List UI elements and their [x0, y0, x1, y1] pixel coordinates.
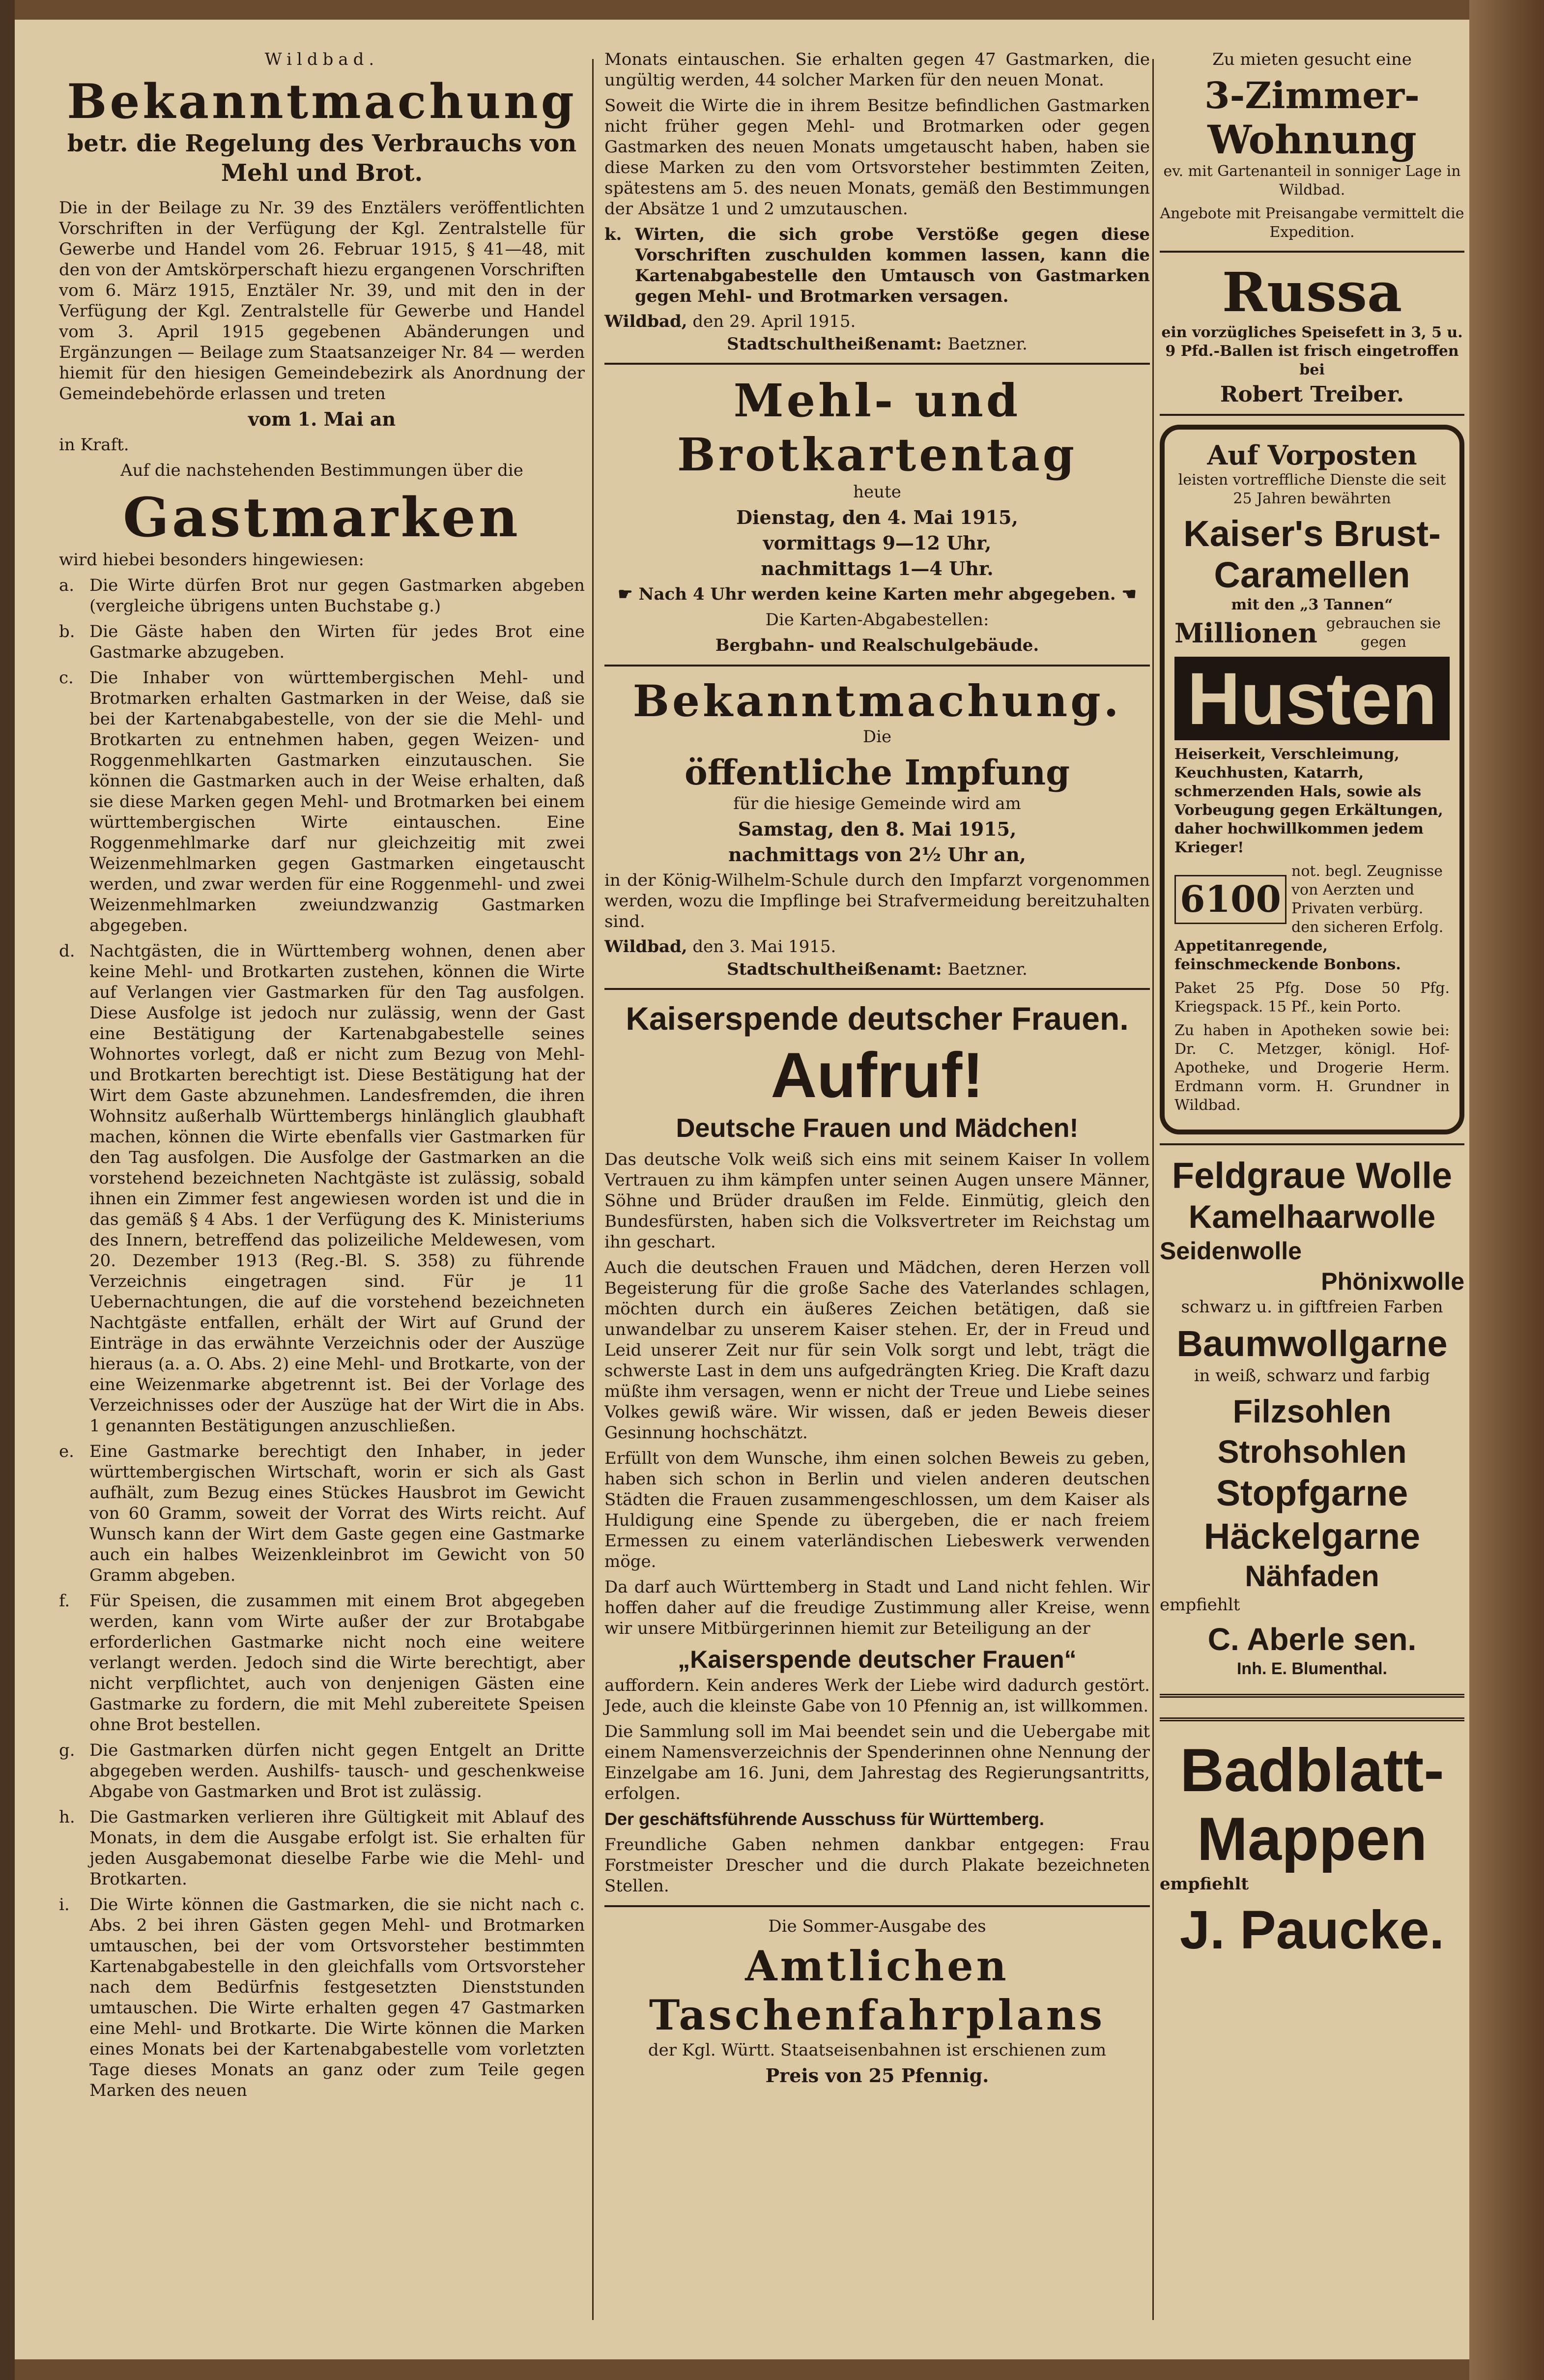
rule-item: [59, 621, 585, 663]
aufruf-paragraph: Auch die deutschen Frauen und Mädchen, deren Herzen voll Begeisterung für die große Sache des Vaterlandes schlagen, möchten durch ein äußeres Zeichen betätigen, daß sie unwandelbar zu unserem Kaiser stehen. Er, der in Freud und Leid unserer Zeit nur für sein Volk sorgt und lebt, trägt die schwerste Last in dem uns aufgedrängten Krieg. Die Kraft dazu müßte ihm versagen, wenn er nicht der Treue und Liebe seines Volkes gewiß wäre. Wir wissen, daß er jeden Beweis dieser Gesinnung hochschätzt.: [604, 1258, 1150, 1443]
caramellen: Caramellen: [1214, 554, 1410, 595]
heute: heute: [853, 482, 901, 502]
continued-text: Soweit die Wirte die in ihrem Besitze befindlichen Gastmarken nicht früher gegen Mehl- und Brotmarken oder gegen Gastmarken des neuen Monats umgetauscht haben, haben sie diese Marken zu den vom Ortsvorsteher bestimmten Zeiten, spätestens am 5. des neuen Monats, gemäß den Bestimmungen der Absätze 1 und 2 umzutauschen.: [604, 96, 1150, 219]
column-left: [59, 49, 585, 2106]
zeugnisse-number: 6100: [1174, 875, 1287, 924]
empfiehlt-2: empfiehlt: [1160, 1874, 1249, 1894]
page-edge: [1469, 0, 1544, 2380]
rules-list: [59, 575, 585, 2101]
aufruf-paragraph: Freundliche Gaben nehmen dankbar entgegen: Frau Forstmeister Drescher und die durch Plakate bezeichneten Stellen.: [604, 1835, 1150, 1896]
divider: [1160, 251, 1464, 253]
seidenwolle: Seidenwolle: [1160, 1237, 1302, 1265]
zimmer-heading: 3-Zimmer-: [1204, 75, 1420, 117]
aufruf-paragraph: auffordern. Kein anderes Werk der Liebe wird dadurch gestört. Jede, auch die kleinste Gabe von 10 Pfennig an, ist willkommen.: [604, 1676, 1150, 1716]
kaiserspende-title: Kaiserspende deutscher Frauen.: [626, 1000, 1129, 1037]
russa-heading: Russa: [1222, 261, 1402, 324]
miete-line: Zu mieten gesucht eine: [1212, 50, 1412, 69]
sig-date: den 3. Mai 1915.: [692, 937, 836, 957]
feldgraue: Feldgraue Wolle: [1172, 1155, 1453, 1196]
rule-text: Eine Gastmarke berechtigt den Inhaber, in jeder württembergischen Wirtschaft, worin er sich als Gast aufhält, zum Bezug eines Stückes Hausbrot im Gewicht von 60 Gramm, soweit der Vorrat des Wirts reicht. Auf Wunsch kann der Wirt dem Gaste gegen eine Gastmarke auch ein halbes Weizenkleinbrot im Gewicht von 50 Gramm abgeben.: [89, 1442, 585, 1585]
appetit: Appetitanregende, feinschmeckende Bonbons.: [1174, 937, 1401, 973]
phoenixwolle: Phönixwolle: [1321, 1268, 1464, 1295]
newspaper-page: [15, 20, 1469, 2359]
binding-strip: [0, 0, 15, 2380]
strohsohlen: Strohsohlen: [1217, 1433, 1407, 1470]
column-rule: [592, 59, 594, 2320]
russa-name: Robert Treiber.: [1220, 382, 1404, 407]
nach4-notice: ☛ Nach 4 Uhr werden keine Karten mehr abgegeben. ☚: [618, 584, 1137, 604]
rule-item: [604, 224, 1150, 307]
ornament-border: [1160, 1694, 1464, 1721]
column-middle: [604, 49, 1150, 2091]
rule-item: [59, 941, 585, 1436]
millionen: Millionen: [1174, 617, 1317, 649]
column-rule: [1152, 59, 1154, 2320]
filzsohlen: Filzsohlen: [1232, 1393, 1392, 1429]
rule-item: [59, 668, 585, 936]
millionen-row: [1174, 614, 1450, 652]
gastmarken-heading: Gastmarken: [123, 486, 521, 549]
inhaber: Inh. E. Blumenthal.: [1236, 1659, 1388, 1678]
impf-text-2: in der König-Wilhelm-Schule durch den Impfarzt vorgenommen werden, wozu die Impflinge bei Strafvermeidung bereitzuhalten sind.: [604, 871, 1150, 931]
haekelgarne: Häckelgarne: [1203, 1516, 1421, 1557]
rule-text: Die Inhaber von württembergischen Mehl- und Brotmarken erhalten Gastmarken in der Weise, daß sie bei der Kartenabgabestelle, von der sie die Mehl- und Brotkarten zu entnehmen haben, gegen Weizen- und Roggenmehlkarten Gastmarken einzutauschen. Sie können die Gastmarken auch in der Weise erhalten, daß sie diese Marken gegen Mehl- und Brotmarken bei einem württembergischen Wirte eintauschen. Eine Roggenmehlmarke darf nur gleichzeitig mit zwei Weizenmehlmarken gegen Gastmarken eingetauscht werden, und zwar werden für eine Roggenmehl- und zwei Weizenmehlmarken zweiundzwanzig Gastmarken abgegeben.: [89, 668, 585, 935]
signature-line: [604, 937, 1150, 957]
kaiser-ad: [1160, 425, 1464, 1134]
rule-item: [59, 1441, 585, 1586]
column-right: [1160, 49, 1464, 1961]
continued-text: Monats eintauschen. Sie erhalten gegen 47 Gastmarken, die ungültig werden, 44 solcher Marken für den neuen Monat.: [604, 50, 1150, 90]
aufruf-paragraph: Da darf auch Württemberg in Stadt und Land nicht fehlen. Wir hoffen daher auf die freudige Zustimmung aller Kreise, wenn wir unsere Mitbürgerinnen hiemit zur Beteiligung an der: [604, 1577, 1150, 1638]
rule-item: [59, 1807, 585, 1889]
rule-text: Für Speisen, die zusammen mit einem Brot abgegeben werden, kann vom Wirte außer der zur Brotabgabe erforderlichen Gastmarke nicht noch eine weitere verlangt werden. Jedoch sind die Wirte berechtigt, aber nicht verpflichtet, auch von denjenigen Gästen eine Gastmarke zu fordern, die mit Mehl zubereitete Speisen ohne Brot bestellen.: [89, 1591, 585, 1735]
dienstag: Dienstag, den 4. Mai 1915,: [736, 506, 1018, 528]
in-kraft: in Kraft.: [59, 435, 129, 455]
divider: [1160, 414, 1464, 416]
rule-label: g.: [59, 1741, 75, 1760]
frauen-heading: Deutsche Frauen und Mädchen!: [676, 1113, 1079, 1143]
rule-item: [59, 575, 585, 616]
husten-text: Heiserkeit, Verschleimung, Keuchhusten, Katarrh, schmerzenden Hals, sowie als Vorbeugung gegen Erkältungen, daher hochwillkommen jedem Krieger!: [1174, 746, 1443, 856]
kaiser-brust: Kaiser's Brust-: [1183, 513, 1441, 554]
samstag: Samstag, den 8. Mai 1915,: [738, 818, 1017, 840]
sig-office: Stadtschultheißenamt:: [727, 959, 942, 979]
schwarz: schwarz u. in giftfreien Farben: [1181, 1297, 1443, 1317]
sig-name: Baetzner.: [947, 334, 1028, 354]
vormittags: vormittags 9—12 Uhr,: [763, 532, 992, 554]
sommer-line: Die Sommer-Ausgabe des: [768, 1916, 986, 1936]
place-header: Wildbad.: [264, 50, 379, 69]
rule-text: Die Wirte können die Gastmarken, die sie nicht nach c. Abs. 2 bei ihren Gästen gegen Mehl- und Brotmarken umtauschen, bei der vom Ortsvorsteher bestimmten Kartenabgabestelle in den gleichfalls vom Ortsvorsteher nach dem Bedürfnis festgesetzten Dienststunden umtauschen. Die Wirte erhalten gegen 47 Gastmarken eine Mehl- und Brotkarte. Die Wirte können die Marken eines Monats bei der Kartenabgabestelle vom vorletzten Tage dieses Monats an ganz oder zum Teile gegen Marken des neuen: [89, 1895, 585, 2100]
rule-text: Die Wirte dürfen Brot nur gegen Gastmarken abgeben (vergleiche übrigens unten Buchstabe g.): [89, 576, 585, 616]
rule-item: [59, 1894, 585, 2101]
impfung-heading: öffentliche Impfung: [684, 752, 1070, 793]
signature-line: [604, 312, 1150, 331]
rule-text: Wirten, die sich grobe Verstöße gegen diese Vorschriften zuschulden kommen lassen, kann die Kartenabgabestelle den Umtausch von Gastmarken gegen Mehl- und Brotmarken versagen.: [635, 225, 1150, 306]
vorposten-text: leisten vortreffliche Dienste die seit 25 Jahren bewährten: [1178, 471, 1446, 507]
divider: [604, 665, 1150, 667]
lead-text-2: wird hiebei besonders hingewiesen:: [59, 550, 364, 570]
intro-paragraph: Die in der Beilage zu Nr. 39 des Enztälers veröffentlichten Vorschriften in der Verfügung der Kgl. Zentralstelle für Gewerbe und Handel vom 26. Februar 1915, § 41—48, mit den von der Amtskörperschaft hiezu ergangenen Vorschriften vom 6. März 1915, Enztäler Nr. 39, und mit den in der Verfügung der Kgl. Zentralstelle für Gewerbe und Handel vom 3. April 1915 gegebenen Abänderungen und Ergänzungen — Beilage zum Staatsanzeiger Nr. 84 — werden hiemit für den hiesigen Gemeindebezirk als Anordnung der Gemeindebehörde erlassen und treten: [59, 198, 585, 404]
wohnung-heading: Wohnung: [1207, 116, 1417, 163]
sig-date: den 29. April 1915.: [692, 312, 856, 331]
rule-text: Die Gastmarken dürfen nicht gegen Entgelt an Dritte abgegeben werden. Aushilfs- tausch- und geschenkweise Abgabe von Gastmarken und Brot ist zulässig.: [89, 1741, 585, 1801]
rule-label: i.: [59, 1895, 70, 1915]
mappen: Mappen: [1197, 1805, 1428, 1873]
rule-text: Nachtgästen, die in Württemberg wohnen, denen aber keine Mehl- und Brotkarten zustehen, können die Wirte auf Verlangen vier Gastmarken für den Tag ausfolgen. Diese Ausfolge ist jedoch nur zulässig, wenn der Gast eine Bestätigung der Kartenabgabestelle seines Wohnortes vorlegt, daß er nicht zum Bezug von Mehl- und Brotkarten berechtigt ist. Diese Bestätigung hat der Wirt dem Gaste abzunehmen. Landesfremden, die ihren Wohnsitz außerhalb Württembergs hinlänglich glaubhaft machen, können die Wirte ebenfalls vier Gastmarken für den Tag ausfolgen. Die Ausfolge der Gastmarken an die vorstehend bezeichneten Nachtgäste ist zulässig, sobald ihnen ein Zimmer fest angewiesen worden ist und die in das gemäß § 4 Abs. 1 der Verfügung des K. Ministeriums des Innern, betreffend das polizeiliche Meldewesen, vom 20. Dezember 1913 (Reg.-Bl. S. 358) zu führende Verzeichnis eingetragen sind. Für je 11 Uebernachtungen, die auf die vorstehend bezeichneten Nachtgäste entfallen, erhält der Wirt auf Grund der Einträge in das erwähnte Verzeichnis oder der Auszüge hieraus (a. a. O. Abs. 2) eine Mehl- und Brotkarte, von der eine Weizenmarke abgetrennt ist. Bei der Vorlage des Verzeichnisses oder der Auszüge hat der Wirt die in Abs. 1 genannten Bestätigungen anzuschließen.: [89, 941, 585, 1436]
divider: [604, 1905, 1150, 1907]
sig-office: Stadtschultheißenamt:: [727, 334, 942, 354]
fahrplan-text: der Kgl. Württ. Staatseisenbahnen ist erschienen zum: [648, 2040, 1107, 2060]
miete-text: ev. mit Gartenanteil in sonniger Lage in Wildbad.: [1163, 163, 1461, 199]
divider: [604, 988, 1150, 990]
aberle: C. Aberle sen.: [1207, 1622, 1417, 1657]
sig-name: Baetzner.: [947, 959, 1028, 979]
rule-label: d.: [59, 941, 75, 961]
rule-label: a.: [59, 576, 75, 595]
aufruf-heading: Aufruf!: [771, 1039, 984, 1111]
sig-place: Wildbad,: [604, 312, 687, 331]
russa-text: ein vorzügliches Speisefett in 3, 5 u. 9 Pfd.-Ballen ist frisch eingetroffen bei: [1161, 324, 1463, 378]
rule-label: k.: [604, 225, 622, 244]
gebrauchen: gebrauchen sie gegen: [1326, 615, 1441, 651]
signature-office: [604, 334, 1150, 354]
notice-title: Bekanntmachung: [67, 74, 577, 129]
miete-text-2: Angebote mit Preisangabe vermittelt die Expedition.: [1160, 205, 1464, 241]
rule-item: [59, 1740, 585, 1802]
lead-text: Auf die nachstehenden Bestimmungen über die: [120, 461, 523, 480]
bek2-title: Bekanntmachung.: [632, 675, 1122, 726]
stopfgarne: Stopfgarne: [1216, 1473, 1408, 1513]
rule-label: c.: [59, 668, 74, 688]
vorposten-heading: Auf Vorposten: [1207, 439, 1417, 471]
sig-place: Wildbad,: [604, 937, 687, 957]
aufruf-paragraph: Erfüllt von dem Wunsche, ihm einen solchen Beweis zu geben, haben sich schon in Berlin und vielen anderen deutschen Städten die Frauen zusammengeschlossen, um dem Kaiser als Huldigung eine Spende zu übergeben, die er nach freiem Ermessen zu einem vaterländischen Liebeswerk verwenden möge.: [604, 1449, 1150, 1571]
aufruf-paragraph: Das deutsche Volk weiß sich eins mit seinem Kaiser In vollem Vertrauen zu ihm kämpfen unter seinen Augen unsere Männer, Söhne und Brüder draußen im Felde. Einmütig, gleich den Bundesfürsten, haben sich die Volksvertreter im Reichstag um ihn geschart.: [604, 1150, 1150, 1252]
rule-text: Die Gäste haben den Wirten für jedes Brot eine Gastmarke abzugeben.: [89, 622, 585, 662]
baumwolle: Baumwollgarne: [1176, 1323, 1448, 1364]
divider: [1160, 1143, 1464, 1145]
rule-label: e.: [59, 1442, 74, 1461]
kaiserspende-quote: „Kaiserspende deutscher Frauen“: [678, 1646, 1077, 1673]
abgabe-label: Die Karten-Abgabestellen:: [765, 610, 989, 630]
date-line: vom 1. Mai an: [248, 408, 396, 430]
paket: Paket 25 Pfg. Dose 50 Pfg. Kriegspack. 15 Pf., kein Porto.: [1174, 980, 1450, 1016]
rule-label: f.: [59, 1591, 70, 1611]
ausschuss: Der geschäftsführende Ausschuss für Württemberg.: [604, 1809, 1044, 1829]
mehl-title: Mehl- und Brotkartentag: [677, 374, 1078, 481]
fahrplan-title: Amtlichen Taschenfahrplans: [649, 1942, 1106, 2039]
gebaeude: Bergbahn- und Realschulgebäude.: [715, 636, 1039, 655]
zu-haben: Zu haben in Apotheken sowie bei: Dr. C. Metzger, königl. Hof-Apotheke, und Drogerie Herm. Erdmann vorm. H. Grundner in Wildbad.: [1174, 1022, 1450, 1114]
impf-text: für die hiesige Gemeinde wird am: [733, 794, 1021, 813]
divider: [604, 363, 1150, 365]
nachmittags2: nachmittags von 2½ Uhr an,: [728, 843, 1026, 866]
notice-subtitle: betr. die Regelung des Verbrauchs von Mehl und Brot.: [67, 130, 577, 187]
preis: Preis von 25 Pfennig.: [765, 2064, 989, 2087]
zeugnisse-text: not. begl. Zeugnisse von Aerzten und Privaten verbürg. den sicheren Erfolg.: [1291, 863, 1444, 936]
badblatt: Badblatt-: [1180, 1737, 1444, 1804]
naehfaden: Nähfaden: [1245, 1560, 1379, 1593]
bek2-die: Die: [862, 727, 892, 747]
rule-item: [59, 1591, 585, 1735]
kamelhaar: Kamelhaarwolle: [1188, 1198, 1436, 1235]
rule-label: b.: [59, 622, 75, 641]
tannen: mit den „3 Tannen“: [1231, 596, 1393, 613]
empfiehlt: empfiehlt: [1160, 1595, 1240, 1615]
husten-banner: Husten: [1174, 657, 1450, 740]
rule-text: Die Gastmarken verlieren ihre Gültigkeit mit Ablauf des Monats, in dem die Ausgabe erfolgt ist. Sie erhalten für jeden Ausgabemonat dieselbe Farbe wie die Mehl- und Brotkarten.: [89, 1807, 585, 1889]
aufruf-paragraph: Die Sammlung soll im Mai beendet sein und die Uebergabe mit einem Namensverzeichnis der Spenderinnen ohne Nennung der Einzelgabe am 16. Juni, dem Jahrestag des Regierungsantritts, erfolgen.: [604, 1722, 1150, 1803]
paucke: J. Paucke.: [1179, 1900, 1445, 1960]
signature-office: [604, 959, 1150, 979]
nachmittags: nachmittags 1—4 Uhr.: [761, 557, 994, 580]
rule-label: h.: [59, 1807, 75, 1827]
weiss: in weiß, schwarz und farbig: [1194, 1366, 1430, 1386]
zeugnisse-row: [1174, 862, 1450, 937]
